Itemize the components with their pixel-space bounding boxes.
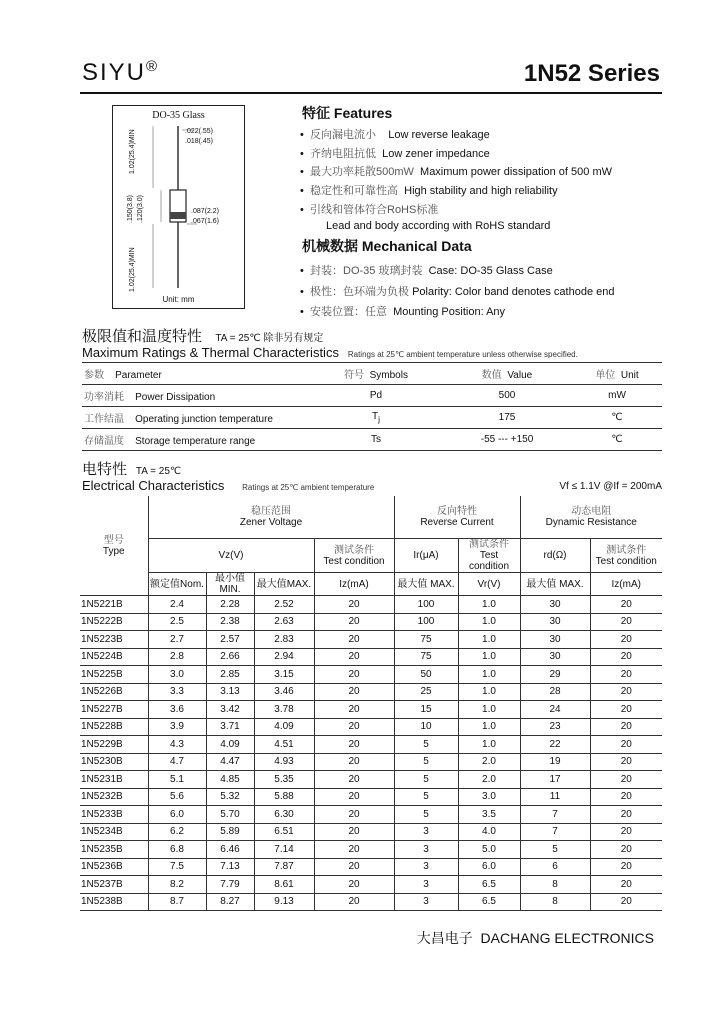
table-cell: 8 [520,893,590,911]
zener-header: 稳压范围 Zener Voltage [148,496,394,539]
table-cell: 5.88 [254,788,314,806]
table-cell: 7.5 [148,858,206,876]
table-cell: 4.85 [206,771,254,789]
max-ratings-header-row: 参数 Parameter 符号 Symbols 数值 Value 单位 Unit [82,363,662,385]
table-cell: 20 [314,613,394,631]
table-cell: 11 [520,788,590,806]
table-cell: 20 [590,613,662,631]
max-ratings-row: 工作结温 Operating junction temperature $T_j$ 175 ℃ [82,407,662,429]
table-cell: 1.0 [458,683,520,701]
header-divider [80,92,662,94]
table-cell: 4.3 [148,736,206,754]
table-cell: 1.0 [458,631,520,649]
feature-item-en: Lead and body according with RoHS standard [326,219,551,232]
table-cell: 20 [314,596,394,614]
table-cell: 28 [520,683,590,701]
part-number: 1N5225B [80,666,148,684]
table-cell: 22 [520,736,590,754]
table-cell: 20 [590,841,662,859]
table-cell: 5.0 [458,841,520,859]
max-ratings-row: 存储温度 Storage temperature range Ts -55 --- +150 ℃ [82,429,662,451]
feature-item: • 引线和管体符合RoHS标准 [300,203,439,216]
table-row [80,683,662,701]
table-cell: 5.70 [206,806,254,824]
table-cell: 5 [394,753,458,771]
table-cell: 20 [314,841,394,859]
table-cell: 29 [520,666,590,684]
max-ratings-row: 功率消耗 Power Dissipation Pd 500 mW [82,385,662,407]
table-cell: 2.83 [254,631,314,649]
max-ratings-heading-en: Maximum Ratings & Thermal Characteristics Ratings at 25℃ ambient temperature unless otherwise specified. [82,345,578,360]
part-number: 1N5235B [80,841,148,859]
table-cell: 8.2 [148,876,206,894]
max-ratings-table [82,362,662,451]
table-cell: 3.15 [254,666,314,684]
table-cell: 100 [394,596,458,614]
feature-item: • 反向漏电流小 Low reverse leakage [300,129,490,141]
table-cell: 9.13 [254,893,314,911]
electrical-heading-en: Electrical Characteristics Ratings at 25℃ ambient temperature [82,478,375,493]
mechanical-item: • 安装位置：任意 Mounting Position: Any [300,306,506,318]
table-cell: 4.47 [206,753,254,771]
table-cell: 3.13 [206,683,254,701]
table-cell: 75 [394,648,458,666]
table-cell: 20 [314,788,394,806]
table-cell: 3.71 [206,718,254,736]
table-cell: 2.52 [254,596,314,614]
mechanical-item: • 封装：DO-35 玻璃封装 Case: DO-35 Glass Case [300,265,553,277]
table-cell: 6.46 [206,841,254,859]
table-cell: 100 [394,613,458,631]
table-cell: 1.0 [458,613,520,631]
table-cell: 2.7 [148,631,206,649]
table-cell: 30 [520,631,590,649]
feature-item: • 齐纳电阻抗低 Low zener impedance [300,147,490,160]
electrical-table-body [80,596,662,911]
dim-lead-dia-min: .018(.45) [185,138,214,145]
dim-body-length-max: .150(3.8) [127,194,134,223]
table-cell: 3.78 [254,701,314,719]
dim-lead-length-top: 1.02(25.4)MIN [129,129,136,174]
table-cell: 20 [314,823,394,841]
table-row [80,701,662,719]
table-cell: 1.0 [458,596,520,614]
table-cell: 2.5 [148,613,206,631]
table-cell: 2.38 [206,613,254,631]
table-cell: 7 [520,823,590,841]
table-cell: 5.6 [148,788,206,806]
mechanical-item: • 极性：色环端为负极 Polarity: Color band denotes cathode end [300,285,615,298]
table-cell: 5 [394,736,458,754]
table-row [80,841,662,859]
table-cell: 3.3 [148,683,206,701]
table-cell: 3.5 [458,806,520,824]
dynamic-header: 动态电阻 Dynamic Resistance [520,496,662,539]
part-number: 1N5229B [80,736,148,754]
table-cell: 5.1 [148,771,206,789]
electrical-header-row-2: Vz(V) 测试条件 Test condition Ir(μA) 测试条件 Test condition rd(Ω) 测试条件 Test condition [80,539,662,573]
table-cell: 20 [314,648,394,666]
table-cell: 5.89 [206,823,254,841]
table-cell: 1.0 [458,718,520,736]
feature-item: • 稳定性和可靠性高 High stability and high reliability [300,185,558,198]
electrical-header-row-1 [80,496,662,539]
table-cell: 20 [314,893,394,911]
forward-voltage-condition: Vf ≤ 1.1V @If = 200mA [559,481,662,492]
table-cell: 3 [394,823,458,841]
features-title: 特征 Features [302,105,393,121]
table-cell: 20 [590,718,662,736]
table-cell: 19 [520,753,590,771]
table-cell: 20 [590,771,662,789]
series-title: 1N52 Series [523,60,660,87]
table-cell: 5 [394,788,458,806]
table-cell: 20 [590,631,662,649]
part-number: 1N5236B [80,858,148,876]
table-cell: 24 [520,701,590,719]
dim-body-dia-min: .067(1.6) [191,218,220,225]
table-row [80,736,662,754]
table-cell: 1.0 [458,648,520,666]
table-row [80,771,662,789]
table-cell: 4.09 [206,736,254,754]
part-number: 1N5233B [80,806,148,824]
part-number: 1N5237B [80,876,148,894]
package-title: DO-35 Glass [152,110,205,121]
table-cell: 17 [520,771,590,789]
table-cell: 7 [520,806,590,824]
mechanical-list [300,261,670,323]
part-number: 1N5226B [80,683,148,701]
table-cell: 6.51 [254,823,314,841]
table-cell: 20 [314,666,394,684]
table-cell: 30 [520,596,590,614]
table-cell: 20 [314,806,394,824]
mechanical-title: 机械数据 Mechanical Data [302,238,472,254]
table-cell: 25 [394,683,458,701]
table-cell: 3.0 [458,788,520,806]
cathode-band [170,212,186,219]
table-row [80,753,662,771]
table-cell: 2.94 [254,648,314,666]
table-row [80,666,662,684]
table-cell: 5.35 [254,771,314,789]
table-cell: 3.42 [206,701,254,719]
table-row [80,648,662,666]
table-cell: 20 [314,736,394,754]
table-cell: 2.57 [206,631,254,649]
table-cell: 8.61 [254,876,314,894]
part-number: 1N5232B [80,788,148,806]
table-cell: 2.63 [254,613,314,631]
table-cell: 7.13 [206,858,254,876]
table-cell: 5 [394,771,458,789]
dim-lead-length-bottom: 1.02(25.4)MIN [129,247,136,292]
table-cell: 20 [590,806,662,824]
table-cell: 20 [314,753,394,771]
table-cell: 8.27 [206,893,254,911]
table-cell: 7.79 [206,876,254,894]
table-cell: 5 [520,841,590,859]
table-cell: 2.0 [458,771,520,789]
table-cell: 3 [394,858,458,876]
features-list [300,126,670,235]
table-cell: 3 [394,893,458,911]
table-cell: 1.0 [458,701,520,719]
table-cell: 5 [394,806,458,824]
table-cell: 20 [314,718,394,736]
table-cell: 3.0 [148,666,206,684]
table-cell: 6.30 [254,806,314,824]
table-cell: 6.5 [458,876,520,894]
table-cell: 2.28 [206,596,254,614]
table-cell: 20 [590,666,662,684]
table-cell: 2.8 [148,648,206,666]
table-row [80,823,662,841]
type-header: 型号 Type [80,496,148,596]
table-cell: 30 [520,613,590,631]
table-cell: 20 [590,876,662,894]
table-cell: 20 [314,771,394,789]
table-cell: 20 [590,648,662,666]
table-cell: 1.0 [458,666,520,684]
brand-logo: SIYU® [82,58,160,86]
table-cell: 8.7 [148,893,206,911]
table-cell: 2.85 [206,666,254,684]
table-row [80,596,662,614]
table-cell: 20 [590,683,662,701]
table-cell: 30 [520,648,590,666]
part-number: 1N5231B [80,771,148,789]
table-cell: 20 [590,858,662,876]
table-cell: 15 [394,701,458,719]
part-number: 1N5228B [80,718,148,736]
company-footer: 大昌电子 DACHANG ELECTRONICS [416,930,654,946]
table-cell: 20 [590,701,662,719]
table-cell: 20 [314,876,394,894]
table-cell: 4.51 [254,736,314,754]
table-cell: 20 [590,788,662,806]
table-cell: 20 [314,683,394,701]
table-cell: 6.8 [148,841,206,859]
table-cell: 3 [394,841,458,859]
reverse-header: 反向特性 Reverse Current [394,496,520,539]
dim-body-length-min: .120(3.0) [137,194,144,223]
electrical-header-row-3: 额定值Nom. 最小值MIN. 最大值MAX. Iz(mA) 最大值 MAX. Vr(V) 最大值 MAX. Iz(mA) [80,573,662,596]
table-cell: 6.5 [458,893,520,911]
table-cell: 6.2 [148,823,206,841]
table-row [80,718,662,736]
table-cell: 6.0 [458,858,520,876]
part-number: 1N5224B [80,648,148,666]
table-cell: 6.0 [148,806,206,824]
part-number: 1N5227B [80,701,148,719]
table-row [80,876,662,894]
table-cell: 4.09 [254,718,314,736]
part-number: 1N5223B [80,631,148,649]
table-cell: 20 [590,596,662,614]
table-row [80,806,662,824]
table-row [80,631,662,649]
max-ratings-heading-cn: 极限值和温度特性 TA = 25℃ 除非另有规定 [82,328,324,345]
part-number: 1N5230B [80,753,148,771]
package-unit: Unit: mm [162,295,195,304]
table-cell: 4.0 [458,823,520,841]
table-cell: 75 [394,631,458,649]
table-cell: 5.32 [206,788,254,806]
table-row [80,893,662,911]
table-cell: 3.46 [254,683,314,701]
package-drawing [112,105,245,309]
table-cell: 2.4 [148,596,206,614]
table-cell: 20 [590,736,662,754]
part-number: 1N5238B [80,893,148,911]
electrical-heading-cn: 电特性 TA = 25℃ [82,461,182,478]
table-cell: 50 [394,666,458,684]
table-cell: 20 [590,753,662,771]
table-cell: 20 [314,701,394,719]
electrical-table [80,496,662,911]
dim-lead-dia-max: .022(.55) [185,128,214,135]
table-cell: 4.93 [254,753,314,771]
table-cell: 23 [520,718,590,736]
table-cell: 4.7 [148,753,206,771]
table-cell: 20 [314,631,394,649]
table-cell: 20 [590,823,662,841]
table-cell: 3.6 [148,701,206,719]
table-cell: 20 [314,858,394,876]
part-number: 1N5234B [80,823,148,841]
table-row [80,858,662,876]
feature-item: • 最大功率耗散500mW Maximum power dissipation of 500 mW [300,166,612,179]
table-cell: 8 [520,876,590,894]
table-cell: 10 [394,718,458,736]
table-cell: 20 [590,893,662,911]
table-row [80,613,662,631]
table-cell: 2.0 [458,753,520,771]
dim-body-dia-max: .087(2.2) [191,208,220,215]
part-number: 1N5222B [80,613,148,631]
table-row [80,788,662,806]
table-cell: 3 [394,876,458,894]
table-cell: 2.66 [206,648,254,666]
table-cell: 3.9 [148,718,206,736]
part-number: 1N5221B [80,596,148,614]
table-cell: 1.0 [458,736,520,754]
table-cell: 7.87 [254,858,314,876]
table-cell: 7.14 [254,841,314,859]
table-cell: 6 [520,858,590,876]
